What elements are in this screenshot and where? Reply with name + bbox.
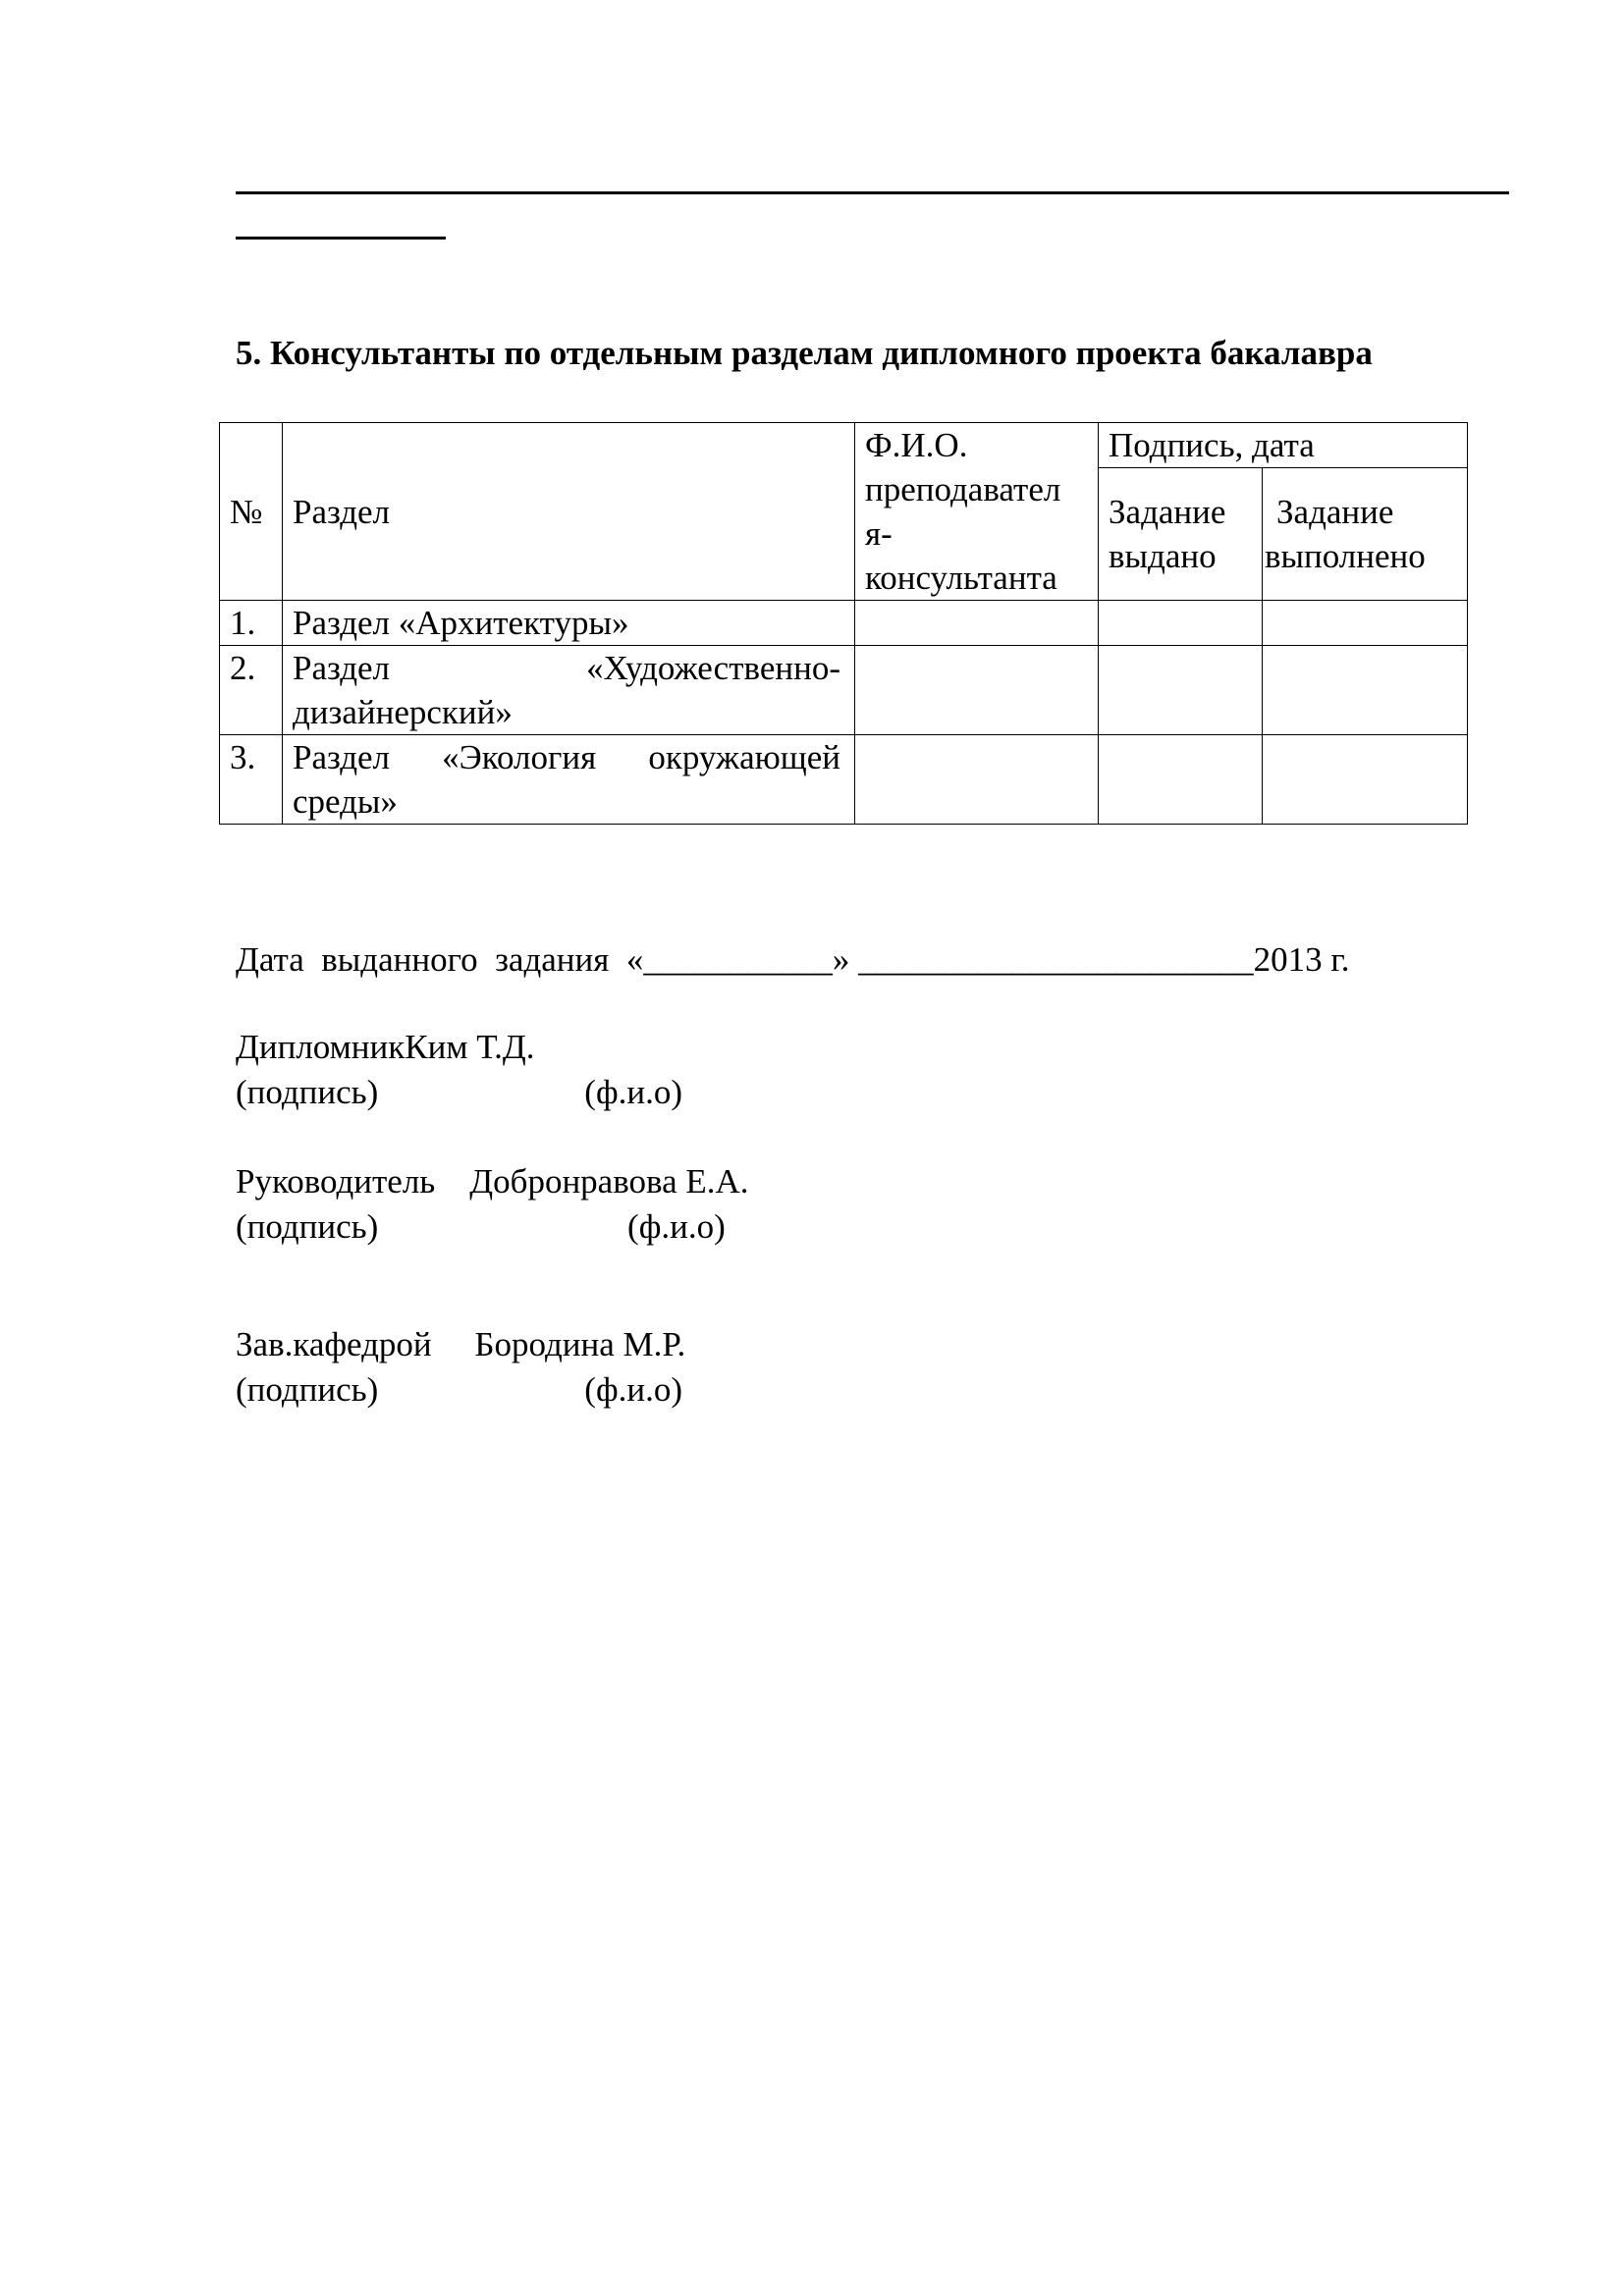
header-section: Раздел: [283, 423, 855, 601]
fill-in-line-long: [236, 191, 1509, 194]
header-done-line1: Задание: [1276, 493, 1394, 531]
table-row: [220, 646, 1468, 735]
supervisor-signature-line: Руководитель Добронравова Е.А.: [236, 1162, 749, 1201]
header-fio-line4: консультанта: [865, 559, 1057, 597]
row-section: Раздел «Художественно-дизайнерский»: [283, 646, 855, 735]
row-num: 3.: [220, 735, 283, 825]
section-heading: 5. Консультанты по отдельным разделам дипломного проекта бакалавра: [236, 334, 1373, 372]
header-fio-line2: преподавател: [865, 470, 1061, 508]
table-row: [220, 601, 1468, 646]
table-header-row: [220, 423, 1468, 468]
head-signature-caption: (подпись) (ф.и.о): [236, 1370, 683, 1409]
consultants-table: [219, 422, 1468, 825]
header-issued-line2: выдано: [1109, 537, 1217, 575]
row-fio-cell: [855, 735, 1099, 825]
row-fio-cell: [855, 601, 1099, 646]
header-done-line2: выполнено: [1265, 537, 1426, 575]
header-issued-line1: Задание: [1109, 493, 1226, 531]
header-fio-line3: я-: [865, 514, 893, 553]
supervisor-signature-caption: (подпись) (ф.и.о): [236, 1207, 726, 1246]
fill-in-line-short: [236, 237, 446, 240]
header-issued: [1099, 468, 1263, 601]
row-section: Раздел «Экология окружающей среды»: [283, 735, 855, 825]
head-signature-line: Зав.кафедрой Бородина М.Р.: [236, 1325, 686, 1363]
row-section: Раздел «Архитектуры»: [283, 601, 855, 646]
header-fio-line1: Ф.И.О.: [865, 426, 968, 464]
row-issued-cell: [1099, 735, 1263, 825]
table-row: [220, 735, 1468, 825]
row-done-cell: [1263, 646, 1468, 735]
header-fio: [855, 423, 1099, 601]
row-done-cell: [1263, 735, 1468, 825]
header-num: №: [220, 423, 283, 601]
row-done-cell: [1263, 601, 1468, 646]
issue-date-line: Дата выданного задания «___________» _______________________2013 г.: [236, 940, 1350, 979]
student-signature-line: ДипломникКим Т.Д.: [236, 1028, 535, 1066]
row-num: 1.: [220, 601, 283, 646]
row-fio-cell: [855, 646, 1099, 735]
row-num: 2.: [220, 646, 283, 735]
row-issued-cell: [1099, 601, 1263, 646]
header-done: [1263, 468, 1468, 601]
student-signature-caption: (подпись) (ф.и.о): [236, 1073, 683, 1111]
row-issued-cell: [1099, 646, 1263, 735]
header-sign-date: Подпись, дата: [1099, 423, 1468, 468]
